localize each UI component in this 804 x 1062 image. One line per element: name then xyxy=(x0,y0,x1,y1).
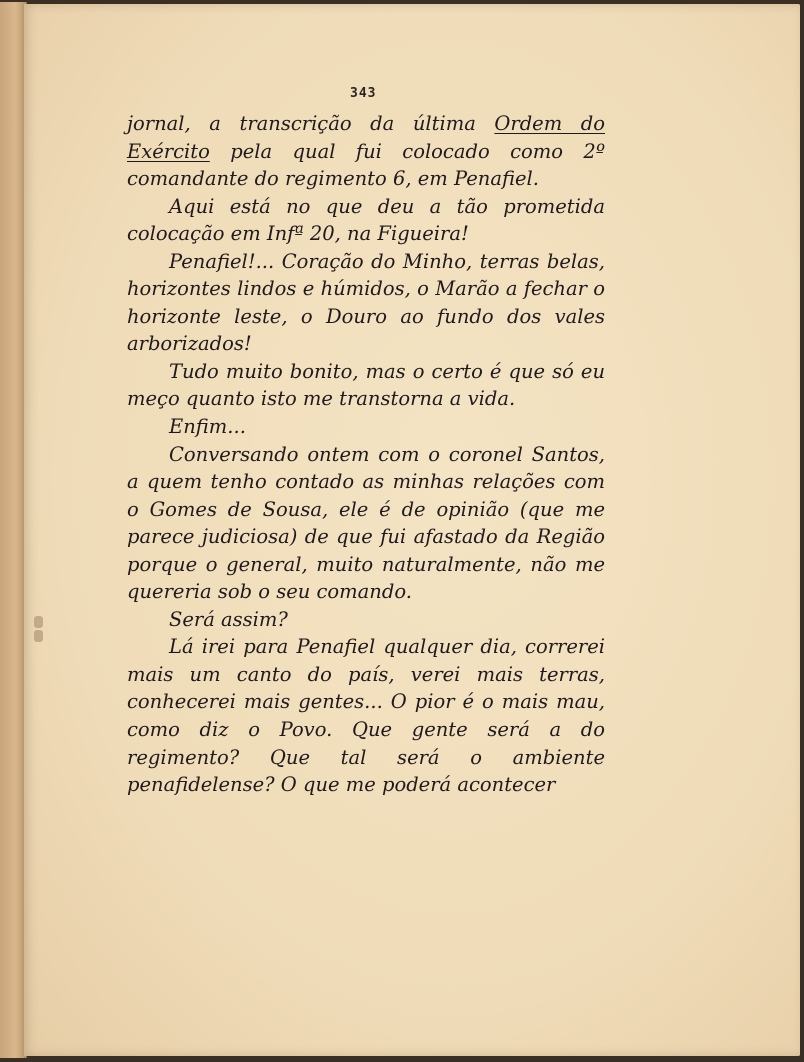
manuscript-page xyxy=(22,4,800,1056)
handwritten-text xyxy=(127,110,605,799)
paragraph: Conversando ontem com o coronel Santos, a quem tenho contado as minhas relações com o Gomes de Sousa, ele é de opinião (que me parece judiciosa) de que fui afastado da Região porque o general, muito naturalmente, não me quereria sob o seu comando. xyxy=(127,442,605,604)
text-segment: pela qual fui colocado como 2º comandante do regimento 6, em Penafiel. xyxy=(127,139,605,191)
binding-mark xyxy=(34,630,43,642)
paragraph: Tudo muito bonito, mas o certo é que só eu meço quanto isto me transtorna a vida. xyxy=(127,359,605,411)
text-segment: jornal, a transcrição da última xyxy=(127,112,495,135)
paragraph xyxy=(127,110,605,193)
underlined-title: Ordem do Exército xyxy=(127,112,605,163)
paragraph: Penafiel!... Coração do Minho, terras belas, horizontes lindos e húmidos, o Marão a fechar o horizonte leste, o Douro ao fundo dos vales arborizados! xyxy=(127,249,605,356)
paragraph: Será assim? xyxy=(169,607,288,631)
binding-mark xyxy=(34,616,43,628)
paragraph: Lá irei para Penafiel qualquer dia, correrei mais um canto do país, verei mais terras, conhecerei mais gentes... O pior é o mais mau, como diz o Povo. Que gente será a do regimento? Que tal será o ambiente penafidelense? O que me poderá acontecer xyxy=(127,635,605,797)
page-number: 343 xyxy=(350,86,377,101)
paragraph: Enfim... xyxy=(169,415,246,439)
paragraph: Aqui está no que deu a tão prometida colocação em Infª 20, na Figueira! xyxy=(127,194,605,246)
